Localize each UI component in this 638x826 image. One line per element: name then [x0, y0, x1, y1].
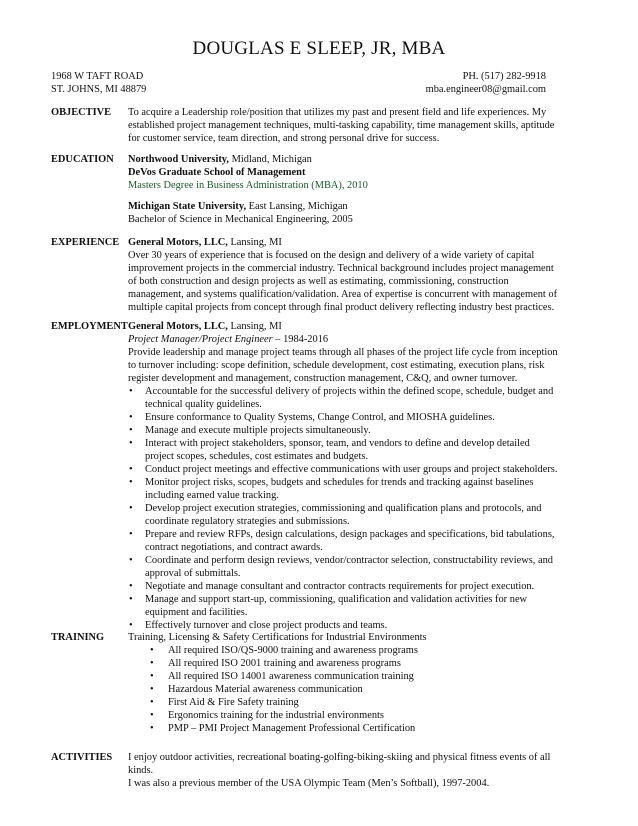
training-bullet-list: [128, 644, 560, 735]
education-section: [128, 153, 560, 226]
school-2-line: [128, 200, 560, 213]
school-1-subunit: DeVos Graduate School of Management: [128, 167, 306, 178]
employment-bullet: • Ensure conformance to Quality Systems, Change Control, and MIOSHA guidelines.: [128, 411, 560, 424]
employment-company-line: [128, 320, 560, 333]
employment-bullet: • Coordinate and perform design reviews, vendor/contractor selection, constructability reviews, and approval of submittals.: [128, 554, 560, 580]
school-1-name: Northwood University,: [128, 154, 230, 165]
experience-location: Lansing, MI: [227, 237, 282, 248]
phone-number: PH. (517) 282-9918: [462, 71, 546, 82]
activities-heading: ACTIVITIES: [51, 752, 113, 763]
experience-company: General Motors, LLC,: [128, 237, 228, 248]
school-2-name: Michigan State University,: [128, 201, 247, 212]
employment-bullet: • Develop project execution strategies, commissioning and qualification plans and protocols, and coordinate regulatory strategies and submissions.: [128, 502, 560, 528]
email-address: mba.engineer08@gmail.com: [425, 84, 546, 95]
school-2-degree: Bachelor of Science in Mechanical Engineering, 2005: [128, 214, 353, 225]
contact-row-2: [51, 83, 546, 96]
employment-bullet-list: [128, 385, 560, 632]
training-bullet: • PMP – PMI Project Management Professional Certification: [128, 722, 560, 735]
education-heading: EDUCATION: [51, 154, 114, 165]
activities-section: [128, 751, 578, 790]
employment-section: [128, 320, 560, 632]
experience-heading: EXPERIENCE: [51, 237, 120, 248]
employment-bullet: • Accountable for the successful delivery of projects within the defined scope, schedule, budget and technical quality guidelines.: [128, 385, 560, 411]
employment-title-line: [128, 333, 560, 346]
employment-bullet: • Manage and execute multiple projects simultaneously.: [128, 424, 560, 437]
experience-section: [128, 236, 560, 314]
school-1-line: [128, 153, 560, 166]
employment-summary: Provide leadership and manage project teams through all phases of the project life cycle from inception to turnover including: scope definition, schedule development, cost estimating, execution plans, risk register development and management, construction management, C&Q, and owner turnover.: [128, 347, 558, 384]
employment-bullet: • Interact with project stakeholders, sponsor, team, and vendors to define and develop detailed project scopes, schedules, cost estimates and budgets.: [128, 437, 560, 463]
employment-bullet: • Prepare and review RFPs, design calculations, design packages and specifications, bid tabulations, contract negotiations, and contract awards.: [128, 528, 560, 554]
contact-row-1: [51, 70, 546, 83]
employment-bullet: • Manage and support start-up, commissioning, qualification and validation activities for new equipment and facilities.: [128, 593, 560, 619]
training-bullet: • Ergonomics training for the industrial environments: [128, 709, 560, 722]
employment-location: Lansing, MI: [227, 321, 282, 332]
resume-name: DOUGLAS E SLEEP, JR, MBA: [192, 38, 446, 59]
employment-bullet: • Monitor project risks, scopes, budgets and schedules for trends and tracking against baselines including earned value tracking.: [128, 476, 560, 502]
experience-company-line: [128, 236, 560, 249]
objective-text: To acquire a Leadership role/position that utilizes my past and present field and life experiences. My established project management techniques, multi-tasking capability, time management skills, aptitude for customer service, team direction, and strong personal drive for success.: [128, 107, 555, 144]
employment-heading: EMPLOYMENT: [51, 321, 128, 332]
employment-bullet: • Negotiate and manage consultant and contractor contracts requirements for project execution.: [128, 580, 560, 593]
training-bullet: • First Aid & Fire Safety training: [128, 696, 560, 709]
training-heading: TRAINING: [51, 632, 105, 643]
address-line-2: ST. JOHNS, MI 48879: [51, 84, 147, 95]
address-line-1: 1968 W TAFT ROAD: [51, 71, 144, 82]
training-bullet: • All required ISO 2001 training and awareness programs: [128, 657, 560, 670]
job-title: Project Manager/Project Engineer: [128, 334, 273, 345]
employment-company: General Motors, LLC,: [128, 321, 228, 332]
activities-line-1: I enjoy outdoor activities, recreational boating-golfing-biking-skiing and physical fitness events of all kinds.: [128, 752, 551, 776]
training-bullet: • All required ISO 14001 awareness communication training: [128, 670, 560, 683]
school-1-degree: Masters Degree in Business Administration (MBA), 2010: [128, 180, 368, 191]
school-2-location: East Lansing, Michigan: [246, 201, 348, 212]
objective-section: [128, 106, 560, 145]
employment-bullet: • Effectively turnover and close project products and teams.: [128, 619, 560, 632]
objective-heading: OBJECTIVE: [51, 107, 112, 118]
job-dates: – 1984-2016: [272, 334, 329, 345]
training-intro: Training, Licensing & Safety Certifications for Industrial Environments: [128, 632, 427, 643]
employment-bullet: • Conduct project meetings and effective communications with user groups and project stakeholders.: [128, 463, 560, 476]
training-bullet: • Hazardous Material awareness communication: [128, 683, 560, 696]
school-1-location: Midland, Michigan: [229, 154, 312, 165]
activities-line-2: I was also a previous member of the USA Olympic Team (Men’s Softball), 1997-2004.: [128, 778, 490, 789]
training-bullet: • All required ISO/QS-9000 training and awareness programs: [128, 644, 560, 657]
training-section: [128, 631, 560, 735]
experience-text: Over 30 years of experience that is focused on the design and delivery of a wide variety of capital improvement projects in the commercial industry. Technical background includes project management of both construction and design projects as well as estimating, commissioning, construction management, and systems qualification/validation. Area of expertise is concurrent with management of multiple capital projects from concept through final product delivery reflecting industry best practices.: [128, 250, 558, 313]
